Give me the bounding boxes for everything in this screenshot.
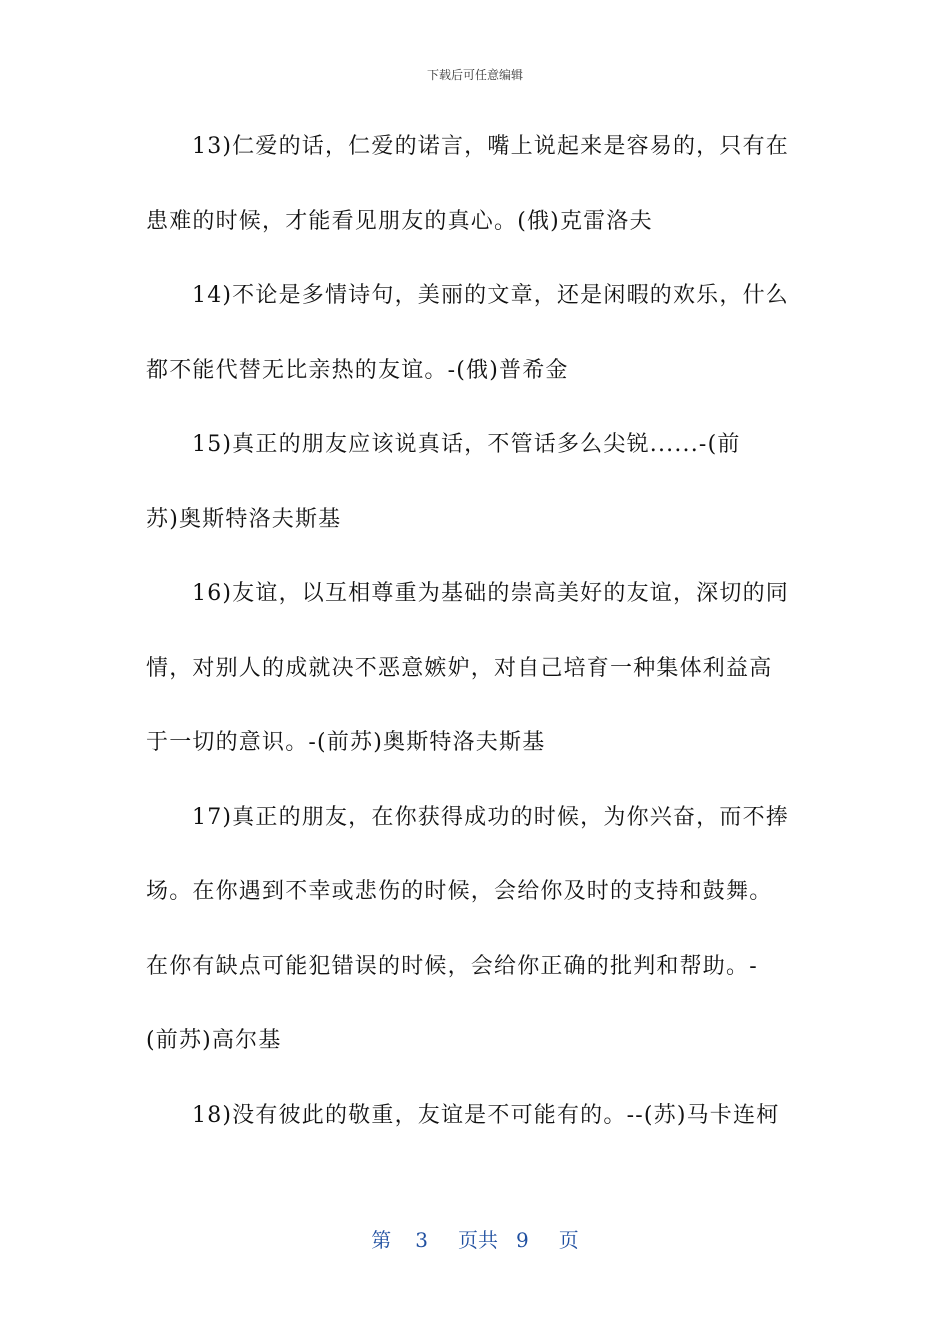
text-line: 于一切的意识。-(前苏)奥斯特洛夫斯基 [146,730,546,755]
quote-paragraph-14 [146,259,806,408]
quote-paragraph-18 [146,1079,806,1154]
text-line: (前苏)高尔基 [146,1028,282,1053]
quote-paragraph-17 [146,781,806,1079]
total-page-count: 9 [516,1228,529,1252]
text-line: 13)仁爱的话，仁爱的诺言，嘴上说起来是容易的，只有在 [192,134,789,159]
document-body [146,110,806,1153]
text-line: 18)没有彼此的敬重，友谊是不可能有的。--(苏)马卡连柯 [192,1102,780,1128]
footer-middle: 页共 [458,1228,498,1252]
quote-paragraph-13 [146,110,806,259]
footer-prefix: 第 [371,1228,392,1252]
footer-suffix: 页 [558,1228,579,1252]
text-line: 15)真正的朋友应该说真话，不管话多么尖锐......-(前 [192,432,741,457]
text-line: 情，对别人的成就决不恶意嫉妒，对自己培育一种集体利益高 [146,655,773,681]
page-header: 下载后可任意编辑 [426,68,523,82]
quote-paragraph-15 [146,408,806,557]
text-line: 16)友谊，以互相尊重为基础的崇高美好的友谊，深切的同 [192,581,789,606]
text-line: 苏)奥斯特洛夫斯基 [146,506,342,532]
text-line: 患难的时候，才能看见朋友的真心。(俄)克雷洛夫 [146,208,653,234]
text-line: 在你有缺点可能犯错误的时候，会给你正确的批判和帮助。- [146,953,758,979]
text-line: 14)不论是多情诗句，美丽的文章，还是闲暇的欢乐，什么 [192,283,789,308]
text-line: 场。在你遇到不幸或悲伤的时候，会给你及时的支持和鼓舞。 [146,879,773,904]
quote-paragraph-16 [146,557,806,781]
current-page-number: 3 [415,1228,428,1252]
text-line: 17)真正的朋友，在你获得成功的时候，为你兴奋，而不捧 [192,804,789,830]
page-footer [0,1226,950,1254]
text-line: 都不能代替无比亲热的友谊。-(俄)普希金 [146,357,569,383]
